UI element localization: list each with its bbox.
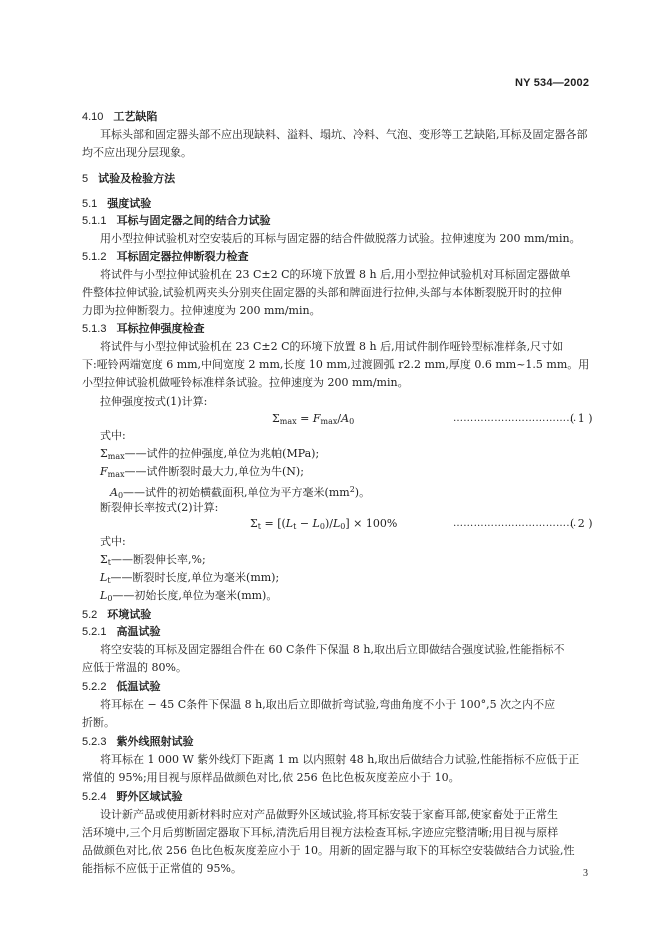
heading-5-2-4 [82,790,182,804]
section-title: 野外区域试验 [116,790,183,803]
section-title: 环境试验 [107,608,152,621]
section-number: 5.2.3 [82,736,107,748]
section-number: 4.10 [82,111,104,123]
variable-definition: $L_0——$初始长度,单位为毫米(mm)。 [100,589,278,603]
paragraph-line: 活环境中,三个月后剪断固定器取下耳标,清洗后用目视方法检查耳标,字迹应完整清晰;用目视与原样 [82,826,559,839]
section-number: 5.1.1 [82,215,107,227]
section-number: 5.1.2 [82,251,107,263]
variable-definition: $L_t——$断裂时长度,单位为毫米(mm); [100,571,280,585]
formula-leader-dots: ……………………………… [453,413,577,424]
section-title: 低温试验 [116,680,161,693]
heading-5-2 [82,608,151,622]
section-title: 紫外线照射试验 [116,735,194,748]
where-label: 式中: [100,535,126,548]
doc-code: NY 534—2002 [515,77,590,89]
formula-leader-dots: ……………………………… [453,518,577,529]
section-title: 试验及检验方法 [98,172,176,185]
section-title: 耳标固定器拉伸断裂力检查 [116,250,249,263]
section-number: 5.1 [82,198,98,210]
variable-definition: $A_0——$试件的初始横截面积,单位为平方毫米$(mm^2)$。 [110,485,371,500]
page-number: 3 [583,868,588,879]
paragraph-line: 将耳标在 − 45 C条件下保温 8 h,取出后立即做折弯试验,弯曲角度不小于 100°,5 次之内不应 [100,698,556,711]
paragraph-line: 应低于常温的 80%。 [82,661,187,674]
paragraph-line: 将空安装的耳标及固定器组合件在 60 C条件下保温 8 h,取出后立即做结合强度试验,性能指标不 [100,643,565,656]
variable-definition: $F_{max}——$试件断裂时最大力,单位为牛(N); [100,465,304,479]
formula-1: $\Sigma_{max} = F_{max}/A_0$ [272,412,355,426]
paragraph-line: 常值的 95%;用目视与原样品做颜色对比,依 256 色比色板灰度差应小于 10。 [82,771,460,784]
section-title: 耳标拉伸强度检查 [116,322,205,335]
paragraph-line: 能指标不应低于正常值的 95%。 [82,862,242,875]
heading-4-10 [82,110,157,124]
variable-definition: $\Sigma_t——$断裂伸长率,%; [100,553,206,567]
section-number: 5.2.1 [82,626,107,638]
paragraph-line: 将试件与小型拉伸试验机在 23 C±2 C的环境下放置 8 h 后,用试件制作哑铃型标准样条,尺寸如 [100,340,564,353]
paragraph-line: 小型拉伸试验机做哑铃标准样条试验。拉伸速度为 200 mm/min。 [82,376,409,389]
section-number: 5.2 [82,609,98,621]
paragraph-line: 折断。 [82,716,115,729]
section-number: 5.2.4 [82,791,107,803]
section-title: 强度试验 [107,197,152,210]
heading-5-1 [82,197,151,211]
heading-5-2-3 [82,735,193,749]
heading-5-1-3 [82,322,204,336]
paragraph-line: 力即为拉伸断裂力。拉伸速度为 200 mm/min。 [82,304,321,317]
where-label: 式中: [100,429,126,442]
section-number: 5.2.2 [82,681,107,693]
paragraph-line: 将耳标在 1 000 W 紫外线灯下距离 1 m 以内照射 48 h,取出后做结合力试验,性能指标不应低于正 [100,753,580,766]
paragraph-line: 下:哑铃两端宽度 6 mm,中间宽度 2 mm,长度 10 mm,过渡圆弧 r2.2 mm,厚度 0.6 mm~1.5 mm。用 [82,358,590,371]
heading-5-2-2 [82,680,160,694]
section-number: 5.1.3 [82,323,107,335]
formula-intro: 断裂伸长率按式(2)计算: [100,501,219,514]
section-title: 耳标与固定器之间的结合力试验 [116,214,271,227]
formula-number: ( 1 ) [570,412,593,425]
formula-2: $\Sigma_t = [(L_t - L_0)/L_0] \times 100\%$ [250,517,398,531]
heading-5-2-1 [82,625,160,639]
heading-5 [82,172,175,186]
section-title: 高温试验 [116,625,161,638]
section-number: 5 [82,173,89,185]
paragraph-line: 品做颜色对比,依 256 色比色板灰度差应小于 10。用新的固定器与取下的耳标空安装做结合力试验,性 [82,844,575,857]
paragraph-line: 用小型拉伸试验机对空安装后的耳标与固定器的结合件做脱落力试验。拉伸速度为 200 mm/min。 [100,232,581,245]
section-title: 工艺缺陷 [113,110,158,123]
paragraph-line: 将试件与小型拉伸试验机在 23 C±2 C的环境下放置 8 h 后,用小型拉伸试验机对耳标固定器做单 [100,268,571,281]
formula-number: ( 2 ) [570,517,593,530]
paragraph-line: 件整体拉伸试验,试验机两夹头分别夹住固定器的头部和牌面进行拉伸,头部与本体断裂脱开时的拉伸 [82,286,562,299]
heading-5-1-2 [82,250,248,264]
variable-definition: $\Sigma_{max}——$试件的拉伸强度,单位为兆帕(MPa); [100,447,320,461]
paragraph-line: 均不应出现分层现象。 [82,146,192,159]
paragraph-line: 设计新产品或使用新材料时应对产品做野外区域试验,将耳标安装于家畜耳部,使家畜处于正常生 [100,808,558,821]
formula-intro: 拉伸强度按式(1)计算: [100,395,208,408]
paragraph-line: 耳标头部和固定器头部不应出现缺料、溢料、塌坑、冷料、气泡、变形等工艺缺陷,耳标及固定器各部 [100,128,588,141]
heading-5-1-1 [82,214,270,228]
